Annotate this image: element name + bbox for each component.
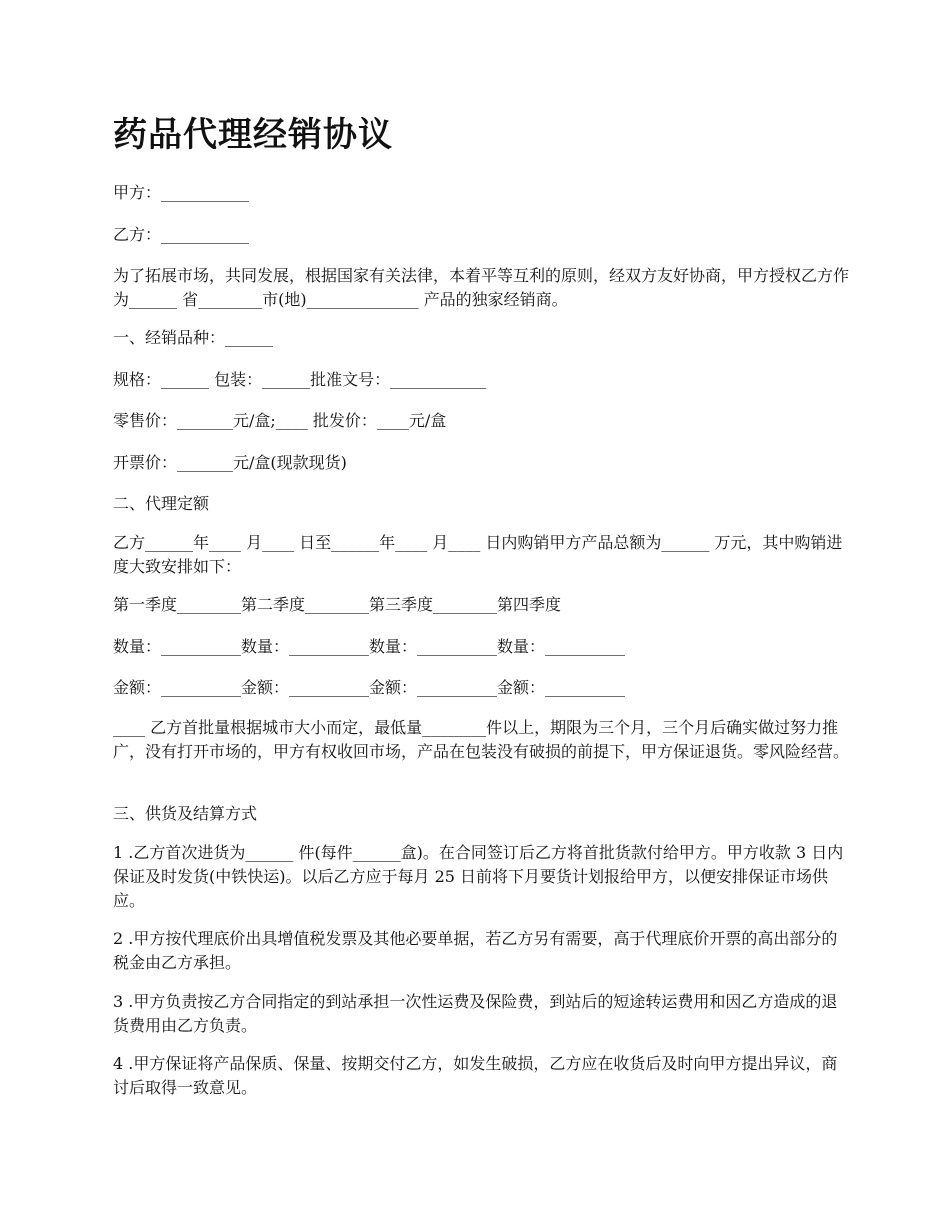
spec-line: 规格：______ 包装：______批准文号：____________ bbox=[113, 370, 487, 389]
clause-2: 2 .甲方按代理底价出具增值税发票及其他必要单据，若乙方另有需要，高于代理底价开票的高出部分的税金由乙方承担。 bbox=[113, 929, 838, 972]
party-a-line: 甲方：___________ bbox=[113, 183, 250, 202]
amount-line: 金额：__________金额：__________金额：__________金额：__________ bbox=[113, 678, 626, 697]
quota-paragraph: 乙方______年____ 月____ 日至______年____ 月____ 日内购销甲方产品总额为______ 万元，其中购销进度大致安排如下： bbox=[113, 533, 843, 576]
clause-4: 4 .甲方保证将产品保质、保量、按期交付乙方，如发生破损，乙方应在收货后及时向甲方提出异议，商讨后取得一致意见。 bbox=[113, 1054, 838, 1097]
section-2-heading: 二、代理定额 bbox=[113, 494, 210, 513]
clause-1: 1 .乙方首次进货为______ 件(每件______盒)。在合同签订后乙方将首批货款付给甲方。甲方收款 3 日内保证及时发货(中铁快运)。以后乙方应于每月 25 日前将下月要货计划报给甲方，以便安排保证市场供应。 bbox=[113, 843, 844, 910]
invoice-price-line: 开票价：_______元/盒(现款现货) bbox=[113, 453, 347, 472]
intro-paragraph: 为了拓展市场，共同发展，根据国家有关法律，本着平等互利的原则，经双方友好协商，甲方授权乙方作为______ 省________市(地)______________ 产品的独家经销商。 bbox=[113, 266, 850, 309]
party-b-line: 乙方：___________ bbox=[113, 225, 250, 244]
section-3-heading: 三、供货及结算方式 bbox=[113, 804, 258, 823]
section-1-heading: 一、经销品种：______ bbox=[113, 328, 274, 347]
quarters-line: 第一季度________第二季度________第三季度________第四季度 bbox=[113, 595, 562, 614]
price-line: 零售价：_______元/盒;____ 批发价：____元/盒 bbox=[113, 411, 447, 430]
quantity-line: 数量：__________数量：__________数量：__________数量：__________ bbox=[113, 637, 626, 656]
document-title: 药品代理经销协议 bbox=[113, 115, 393, 155]
clause-3: 3 .甲方负责按乙方合同指定的到站承担一次性运费及保险费，到站后的短途转运费用和因乙方造成的退货费用由乙方负责。 bbox=[113, 992, 838, 1035]
first-batch-paragraph: ____ 乙方首批量根据城市大小而定，最低量________件以上，期限为三个月，三个月后确实做过努力推广，没有打开市场的，甲方有权收回市场，产品在包装没有破损的前提下，甲方保证退货。零风险经营。 bbox=[113, 718, 850, 761]
